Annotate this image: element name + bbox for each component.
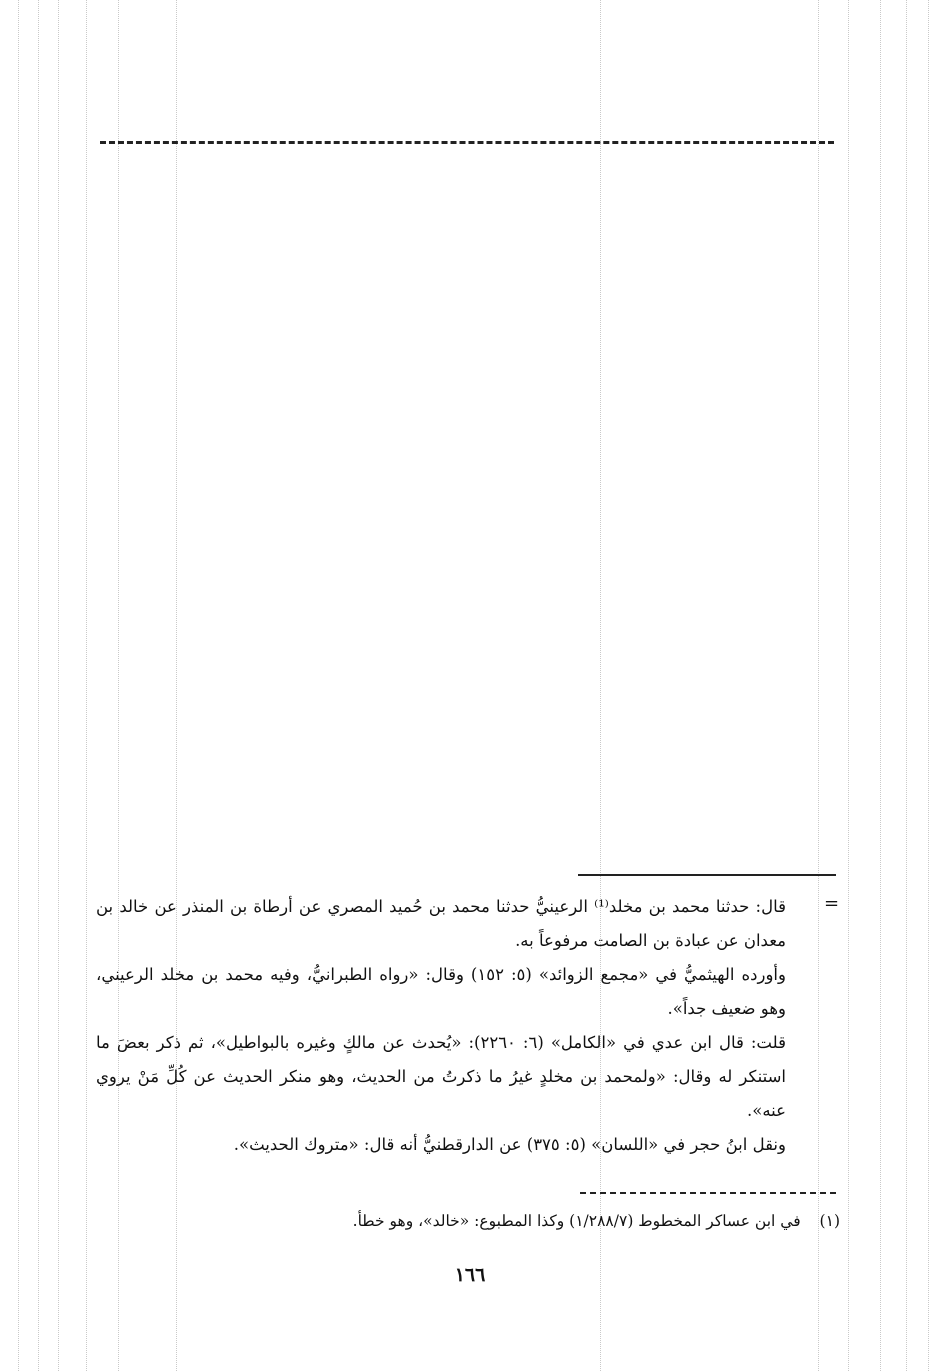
top-dashed-rule <box>100 141 834 144</box>
page-number: ١٦٦ <box>454 1264 486 1286</box>
footnote-dashed-rule <box>580 1192 836 1194</box>
paragraph: قال: حدثنا محمد بن مخلد⁽¹⁾ الرعينيُّ حدثنا محمد بن حُميد المصري عن أرطاة بن المنذر عن خالد بن معدان عن عبادة بن الصامت مرفوعاً به. <box>96 897 786 950</box>
continuation-mark: = <box>824 893 840 914</box>
text-separator-rule <box>578 874 836 876</box>
paragraph: وأورده الهيثميُّ في «مجمع الزوائد» (٥: ١٥٢) وقال: «رواه الطبرانيُّ، وفيه محمد بن مخلد الرعيني، وهو ضعيف جداً». <box>96 965 786 1018</box>
paragraph: قلت: قال ابن عدي في «الكامل» (٦: ٢٢٦٠): «يُحدث عن مالكٍ وغيره بالبواطيل»، ثم ذكر بعضَ ما استنكر له وقال: «ولمحمد بن مخلدٍ غيرُ ما ذكرتُ من الحديث، وهو منكر الحديث عن كُلِّ مَنْ يروي عنه». <box>96 1033 786 1120</box>
main-text <box>96 890 786 1162</box>
paragraph: ونقل ابنُ حجر في «اللسان» (٥: ٣٧٥) عن الدارقطنيُّ أنه قال: «متروك الحديث». <box>233 1135 786 1154</box>
footnote-number: (١) <box>819 1212 840 1230</box>
footnote <box>240 1206 840 1236</box>
footnote-text: في ابن عساكر المخطوط (١/٢٨٨/٧) وكذا المطبوع: «خالد»، وهو خطأ. <box>352 1212 801 1230</box>
